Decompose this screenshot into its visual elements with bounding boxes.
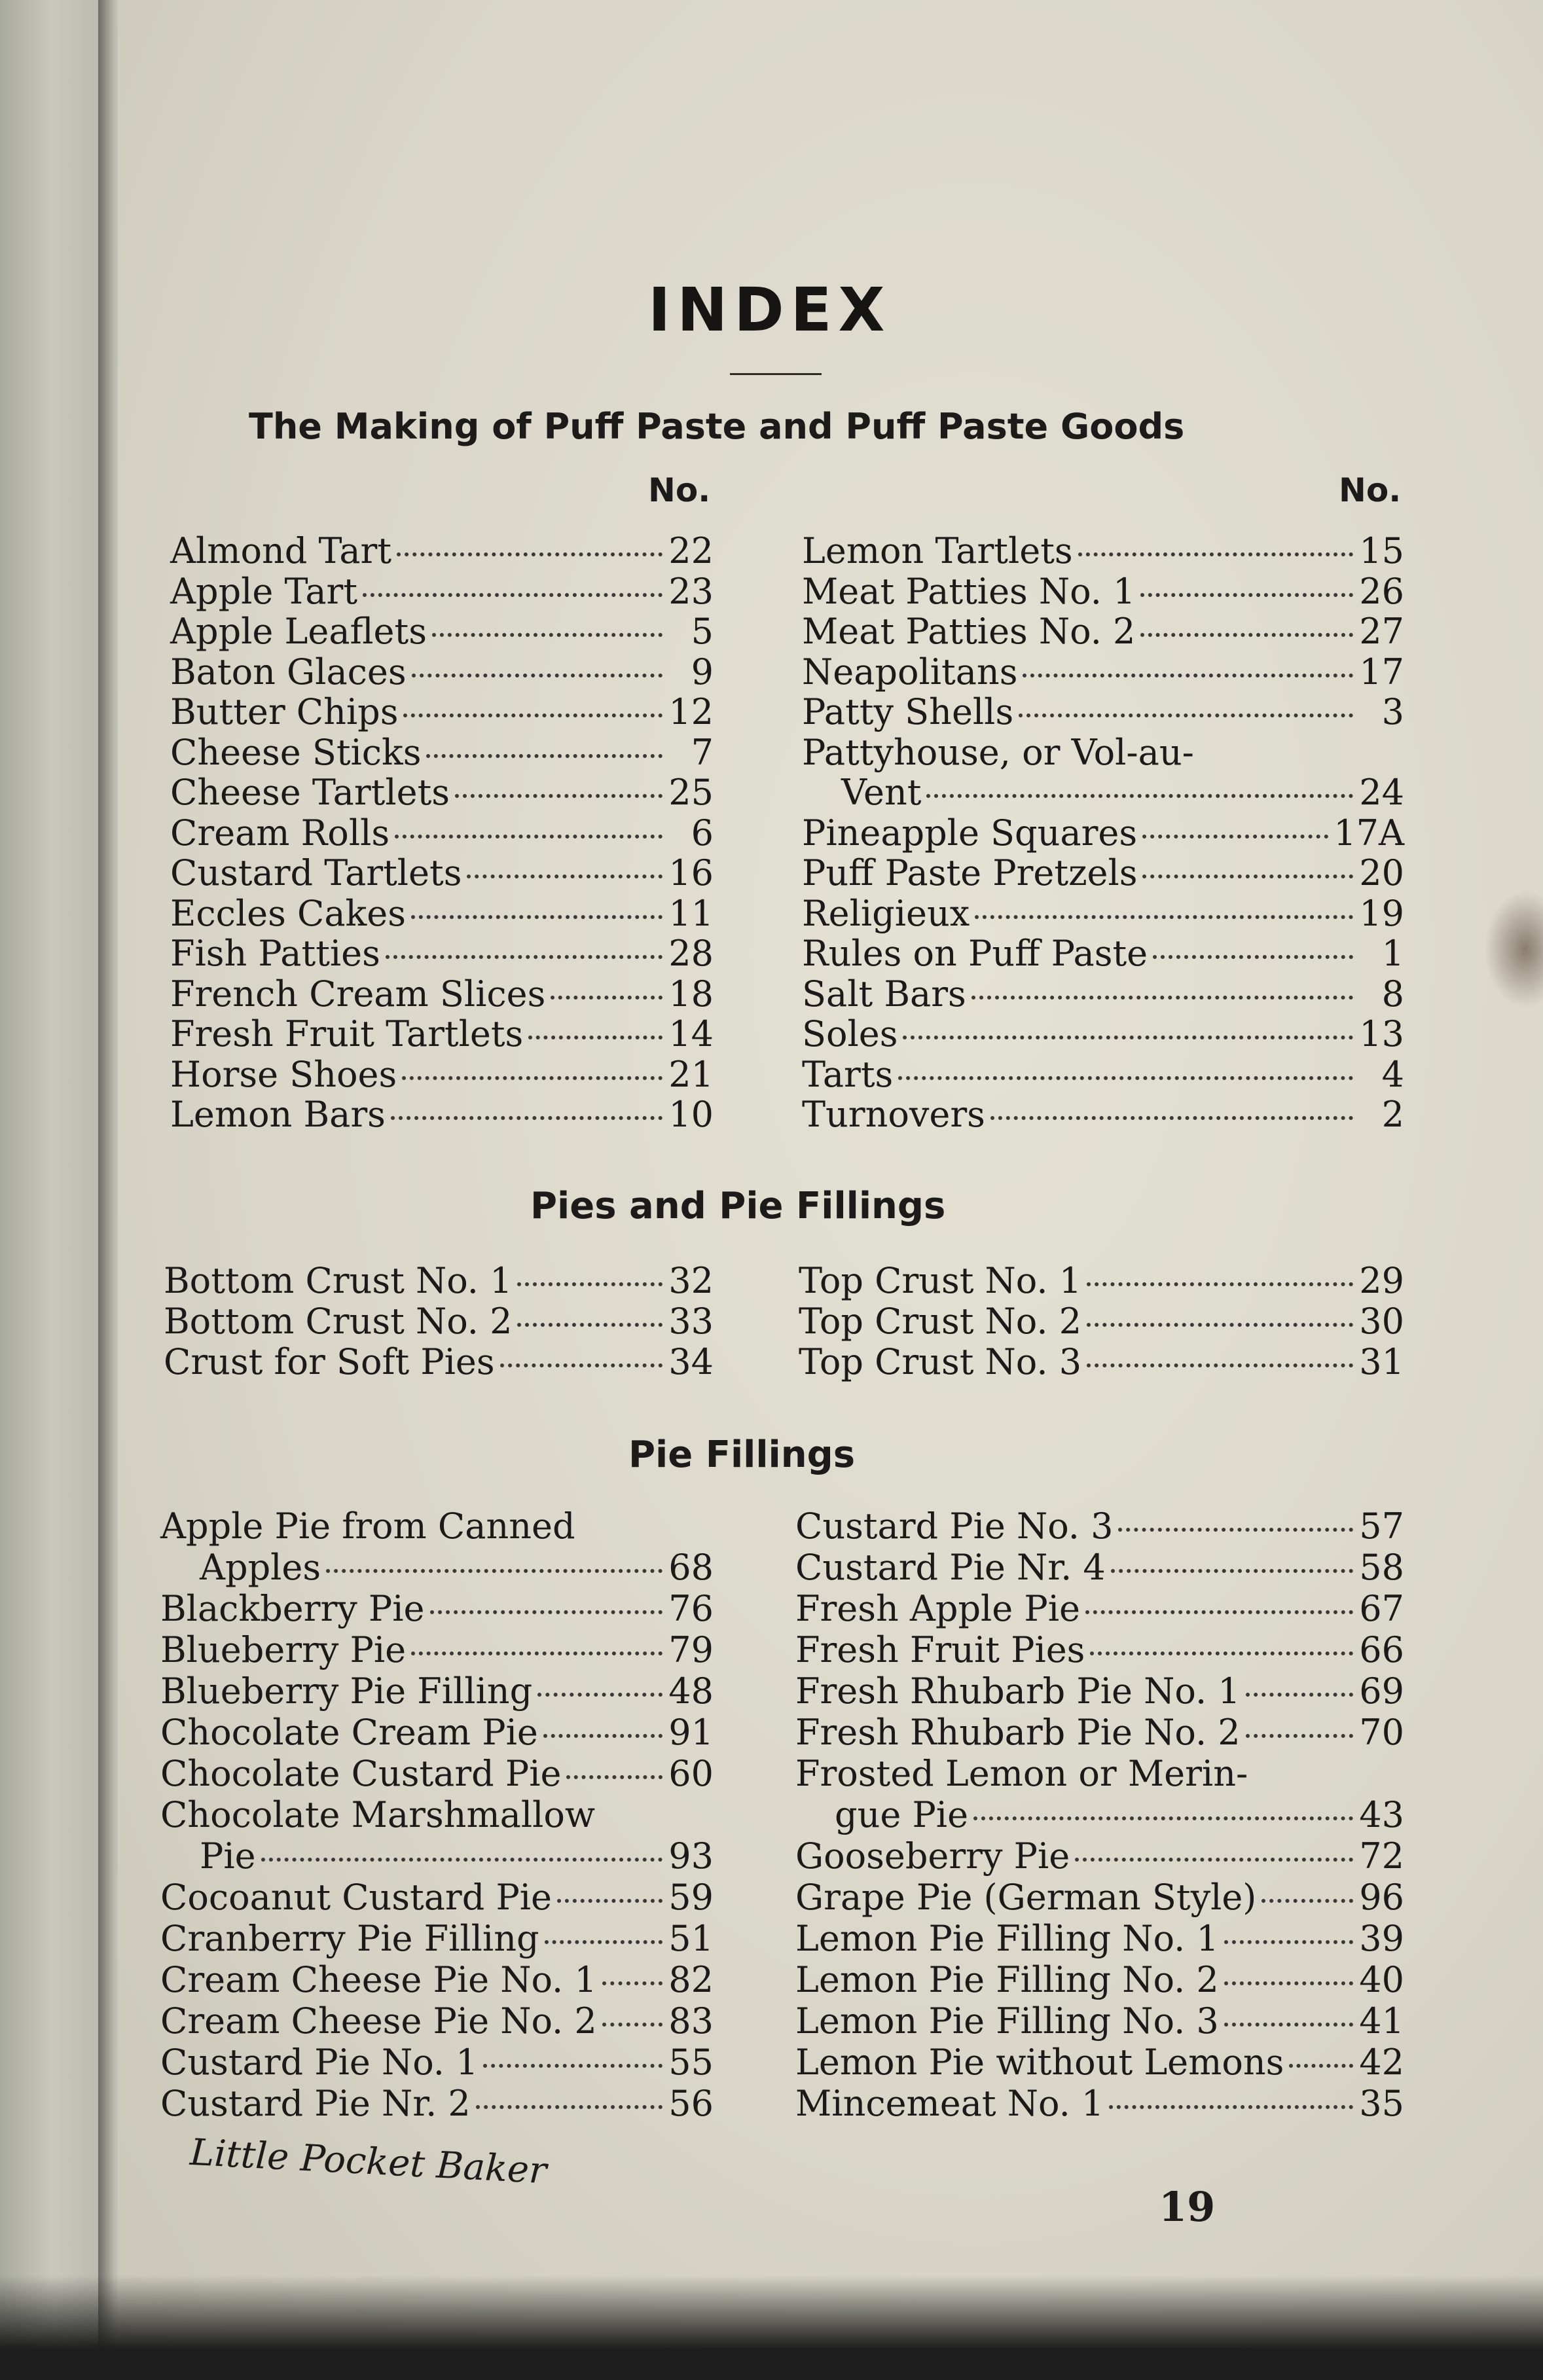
index-entry (795, 1712, 1404, 1752)
entry-name: Cheese Tartlets (170, 772, 450, 813)
leader-dots (545, 1940, 663, 1944)
index-entry (170, 530, 714, 571)
entry-number: 68 (668, 1547, 714, 1588)
page-stain (1484, 890, 1543, 1008)
entry-number: 76 (668, 1588, 714, 1629)
entry-name: Apple Leaflets (170, 611, 427, 652)
section-heading: Pies and Pie Fillings (530, 1185, 946, 1227)
entry-number: 17 (1359, 651, 1404, 693)
entry-number: 82 (668, 1959, 714, 2000)
entry-name: Pattyhouse, or Vol-au- (802, 731, 1194, 773)
entry-number: 93 (668, 1835, 714, 1877)
entry-name: Bottom Crust No. 1 (164, 1260, 513, 1301)
entry-number: 67 (1359, 1588, 1404, 1629)
entry-number: 33 (668, 1301, 714, 1342)
entry-name: Top Crust No. 2 (799, 1301, 1082, 1342)
page-title: INDEX (648, 275, 892, 345)
index-entry (160, 1588, 714, 1629)
entry-name: gue Pie (835, 1794, 969, 1835)
entry-number: 79 (668, 1629, 714, 1670)
leader-dots (432, 633, 663, 637)
leader-dots (363, 593, 663, 597)
number-column-label: No. (1339, 471, 1402, 509)
leader-dots (566, 1775, 663, 1779)
index-entry (170, 973, 714, 1014)
index-entry (160, 1712, 714, 1752)
leader-dots (412, 674, 663, 677)
entry-number: 1 (1381, 933, 1404, 974)
index-entry (795, 2083, 1404, 2123)
entry-number: 10 (668, 1094, 714, 1135)
leader-dots (386, 955, 663, 959)
entry-number: 40 (1359, 1959, 1404, 2000)
index-entry (799, 1260, 1404, 1301)
leader-dots (1224, 2023, 1353, 2027)
index-entry (802, 691, 1404, 732)
entry-number: 2 (1381, 1094, 1404, 1135)
page-number: 19 (1159, 2183, 1216, 2231)
entry-name: Religieux (802, 892, 970, 934)
entry-number: 29 (1359, 1260, 1404, 1301)
index-entry (835, 1794, 1404, 1835)
leader-dots (926, 794, 1353, 798)
entry-number: 12 (668, 691, 714, 732)
facing-page-edge (0, 0, 105, 2380)
leader-dots (391, 1116, 663, 1120)
leader-dots (1087, 1363, 1353, 1367)
index-entry (164, 1341, 714, 1382)
index-entry (802, 1013, 1404, 1054)
index-entry (795, 1547, 1404, 1587)
leader-dots (1140, 593, 1353, 597)
entry-name: Butter Chips (170, 691, 399, 732)
leader-dots (543, 1734, 663, 1738)
entry-number: 20 (1359, 852, 1404, 893)
index-entry (795, 1753, 1404, 1794)
entry-number: 69 (1359, 1670, 1404, 1712)
index-entry (802, 530, 1404, 571)
leader-dots (1224, 1940, 1353, 1944)
entry-number: 42 (1359, 2042, 1404, 2083)
entry-name: Apples (200, 1547, 321, 1588)
index-entry (802, 973, 1404, 1014)
index-entry (795, 1959, 1404, 2000)
entry-name: Fresh Apple Pie (795, 1588, 1080, 1629)
entry-name: Top Crust No. 1 (799, 1260, 1082, 1301)
entry-name: Cream Cheese Pie No. 1 (160, 1959, 597, 2000)
entry-name: Chocolate Cream Pie (160, 1712, 538, 1753)
leader-dots (261, 1858, 663, 1862)
entry-number: 35 (1359, 2083, 1404, 2124)
entry-number: 15 (1359, 530, 1404, 571)
entry-name: Cranberry Pie Filling (160, 1918, 539, 1959)
entry-number: 55 (668, 2042, 714, 2083)
leader-dots (326, 1569, 663, 1573)
entry-number: 5 (691, 611, 714, 652)
entry-name: Blueberry Pie (160, 1629, 407, 1670)
entry-name: Mincemeat No. 1 (795, 2083, 1104, 2124)
entry-name: Fresh Rhubarb Pie No. 2 (795, 1712, 1241, 1753)
entry-name: Chocolate Marshmallow (160, 1794, 596, 1835)
index-entry (802, 571, 1404, 611)
entry-name: Chocolate Custard Pie (160, 1753, 562, 1794)
entry-number: 59 (668, 1877, 714, 1918)
index-entry (160, 1506, 714, 1546)
title-rule (730, 373, 822, 375)
index-page (118, 0, 1543, 2380)
entry-number: 48 (668, 1670, 714, 1712)
entry-name: Meat Patties No. 1 (802, 570, 1136, 612)
entry-number: 19 (1359, 892, 1404, 934)
leader-dots (483, 2064, 663, 2068)
entry-number: 31 (1359, 1341, 1404, 1382)
leader-dots (403, 713, 663, 717)
entry-number: 26 (1359, 570, 1404, 612)
leader-dots (426, 754, 663, 758)
entry-number: 23 (668, 570, 714, 612)
entry-number: 24 (1359, 772, 1404, 813)
entry-name: Meat Patties No. 2 (802, 611, 1136, 652)
entry-number: 39 (1359, 1918, 1404, 1959)
leader-dots (455, 794, 663, 798)
leader-dots (537, 1693, 663, 1697)
leader-dots (898, 1076, 1353, 1080)
number-column-label: No. (648, 471, 711, 509)
section-heading: The Making of Puff Paste and Puff Paste Goods (249, 406, 1185, 447)
index-entry (170, 571, 714, 611)
entry-name: Turnovers (802, 1094, 985, 1135)
leader-dots (1087, 1282, 1353, 1286)
index-entry (795, 1670, 1404, 1711)
entry-name: Pie (200, 1835, 256, 1877)
index-entry (160, 1629, 714, 1670)
entry-number: 51 (668, 1918, 714, 1959)
leader-dots (500, 1363, 663, 1367)
entry-name: Blackberry Pie (160, 1588, 425, 1629)
index-entry (170, 812, 714, 853)
entry-number: 34 (668, 1341, 714, 1382)
index-entry (170, 691, 714, 732)
entry-number: 27 (1359, 611, 1404, 652)
entry-number: 22 (668, 530, 714, 571)
entry-number: 30 (1359, 1301, 1404, 1342)
index-entry (170, 933, 714, 973)
entry-number: 4 (1381, 1053, 1404, 1095)
index-entry (799, 1301, 1404, 1341)
leader-dots (1109, 2105, 1353, 2109)
index-entry (200, 1547, 714, 1587)
entry-number: 17A (1334, 812, 1404, 854)
index-entry (170, 651, 714, 692)
entry-number: 58 (1359, 1547, 1404, 1588)
entry-name: French Cream Slices (170, 973, 546, 1015)
index-entry (160, 2083, 714, 2123)
index-entry (160, 1794, 714, 1835)
leader-dots (397, 552, 663, 556)
leader-dots (557, 1899, 663, 1903)
leader-dots (971, 996, 1353, 1000)
entry-name: Crust for Soft Pies (164, 1341, 495, 1382)
entry-name: Fresh Rhubarb Pie No. 1 (795, 1670, 1241, 1712)
entry-name: Apple Pie from Canned (160, 1506, 575, 1547)
leader-dots (1023, 674, 1353, 677)
index-entry (170, 1094, 714, 1134)
entry-number: 56 (668, 2083, 714, 2124)
entry-name: Custard Pie No. 1 (160, 2042, 479, 2083)
entry-name: Custard Pie No. 3 (795, 1506, 1114, 1547)
index-entry (170, 611, 714, 651)
index-entry (795, 1506, 1404, 1546)
leader-dots (517, 1282, 663, 1286)
leader-dots (1289, 2064, 1353, 2068)
leader-dots (1078, 552, 1353, 556)
entry-name: Vent (841, 772, 922, 813)
entry-name: Pineapple Squares (802, 812, 1138, 854)
leader-dots (467, 874, 663, 878)
index-entry (200, 1835, 714, 1876)
entry-name: Tarts (802, 1053, 894, 1095)
index-entry (795, 1588, 1404, 1629)
leader-dots (517, 1323, 663, 1327)
index-entry (170, 852, 714, 893)
index-entry (802, 812, 1404, 853)
entry-number: 14 (668, 1013, 714, 1055)
leader-dots (1111, 1569, 1353, 1573)
entry-number: 3 (1381, 691, 1404, 732)
entry-number: 13 (1359, 1013, 1404, 1055)
leader-dots (1140, 633, 1353, 637)
entry-name: Lemon Pie Filling No. 3 (795, 2000, 1219, 2042)
book-title-footer: Little Pocket Baker (189, 2131, 548, 2193)
leader-dots (430, 1610, 663, 1614)
entry-number: 21 (668, 1053, 714, 1095)
index-entry (802, 852, 1404, 893)
entry-name: Bottom Crust No. 2 (164, 1301, 513, 1342)
index-entry (160, 1670, 714, 1711)
index-entry (802, 893, 1404, 933)
leader-dots (1090, 1651, 1353, 1655)
entry-number: 41 (1359, 2000, 1404, 2042)
entry-number: 9 (691, 651, 714, 693)
entry-name: Custard Pie Nr. 4 (795, 1547, 1106, 1588)
leader-dots (602, 2023, 663, 2027)
page-bottom-edge (0, 2275, 1543, 2380)
leader-dots (1075, 1858, 1353, 1862)
index-entry (795, 1835, 1404, 1876)
leader-dots (402, 1076, 663, 1080)
entry-name: Fish Patties (170, 933, 380, 974)
entry-number: 83 (668, 2000, 714, 2042)
index-entry (160, 1959, 714, 2000)
entry-name: Neapolitans (802, 651, 1018, 693)
leader-dots (602, 1981, 663, 1985)
index-entry (802, 611, 1404, 651)
entry-name: Gooseberry Pie (795, 1835, 1070, 1877)
index-entry (799, 1341, 1404, 1382)
leader-dots (1262, 1899, 1353, 1903)
entry-number: 60 (668, 1753, 714, 1794)
index-entry (802, 933, 1404, 973)
leader-dots (476, 2105, 663, 2109)
index-entry (170, 893, 714, 933)
entry-number: 6 (691, 812, 714, 854)
index-entry (795, 1877, 1404, 1917)
index-entry (795, 1629, 1404, 1670)
entry-name: Patty Shells (802, 691, 1014, 732)
entry-number: 66 (1359, 1629, 1404, 1670)
index-entry (164, 1301, 714, 1341)
leader-dots (975, 915, 1353, 919)
entry-number: 72 (1359, 1835, 1404, 1877)
entry-name: Cream Cheese Pie No. 2 (160, 2000, 597, 2042)
entry-name: Custard Pie Nr. 2 (160, 2083, 471, 2124)
entry-number: 96 (1359, 1877, 1404, 1918)
entry-name: Apple Tart (170, 570, 358, 612)
index-entry (841, 772, 1404, 812)
index-entry (170, 1054, 714, 1094)
index-entry (160, 2042, 714, 2082)
leader-dots (1153, 955, 1353, 959)
entry-number: 28 (668, 933, 714, 974)
leader-dots (1085, 1610, 1353, 1614)
leader-dots (1118, 1528, 1353, 1532)
leader-dots (551, 996, 663, 1000)
entry-name: Lemon Tartlets (802, 530, 1073, 571)
leader-dots (1087, 1323, 1353, 1327)
leader-dots (973, 1816, 1353, 1820)
leader-dots (411, 915, 663, 919)
index-entry (802, 1094, 1404, 1134)
entry-number: 11 (668, 892, 714, 934)
leader-dots (1246, 1693, 1353, 1697)
entry-name: Lemon Pie without Lemons (795, 2042, 1284, 2083)
entry-name: Almond Tart (170, 530, 392, 571)
leader-dots (903, 1036, 1353, 1039)
index-entry (802, 1054, 1404, 1094)
index-entry (170, 1013, 714, 1054)
index-entry (160, 1877, 714, 1917)
index-entry (795, 2000, 1404, 2041)
index-entry (802, 651, 1404, 692)
index-entry (795, 1918, 1404, 1958)
index-entry (170, 772, 714, 812)
index-entry (164, 1260, 714, 1301)
leader-dots (395, 835, 663, 838)
entry-number: 25 (668, 772, 714, 813)
entry-number: 16 (668, 852, 714, 893)
entry-number: 18 (668, 973, 714, 1015)
entry-name: Fresh Fruit Pies (795, 1629, 1085, 1670)
entry-name: Cocoanut Custard Pie (160, 1877, 553, 1918)
entry-number: 43 (1359, 1794, 1404, 1835)
entry-name: Frosted Lemon or Merin- (795, 1753, 1248, 1794)
entry-name: Lemon Bars (170, 1094, 386, 1135)
leader-dots (1019, 713, 1353, 717)
entry-name: Cheese Sticks (170, 731, 422, 773)
entry-name: Grape Pie (German Style) (795, 1877, 1257, 1918)
entry-number: 91 (668, 1712, 714, 1753)
entry-number: 32 (668, 1260, 714, 1301)
leader-dots (990, 1116, 1353, 1120)
entry-name: Salt Bars (802, 973, 966, 1015)
entry-name: Soles (802, 1013, 898, 1055)
entry-name: Top Crust No. 3 (799, 1341, 1082, 1382)
index-entry (802, 732, 1404, 772)
index-entry (160, 1753, 714, 1794)
leader-dots (1142, 835, 1328, 838)
leader-dots (1246, 1734, 1353, 1738)
entry-name: Lemon Pie Filling No. 2 (795, 1959, 1219, 2000)
entry-name: Custard Tartlets (170, 852, 462, 893)
entry-number: 70 (1359, 1712, 1404, 1753)
index-entry (160, 2000, 714, 2041)
entry-name: Blueberry Pie Filling (160, 1670, 533, 1712)
leader-dots (411, 1651, 663, 1655)
entry-number: 8 (1381, 973, 1404, 1015)
entry-name: Puff Paste Pretzels (802, 852, 1138, 893)
entry-name: Baton Glaces (170, 651, 407, 693)
index-entry (160, 1918, 714, 1958)
entry-name: Cream Rolls (170, 812, 390, 854)
leader-dots (1224, 1981, 1353, 1985)
entry-name: Fresh Fruit Tartlets (170, 1013, 524, 1055)
index-entry (170, 732, 714, 772)
entry-name: Eccles Cakes (170, 892, 406, 934)
entry-name: Rules on Puff Paste (802, 933, 1148, 974)
leader-dots (1142, 874, 1353, 878)
entry-number: 7 (691, 731, 714, 773)
entry-number: 57 (1359, 1506, 1404, 1547)
leader-dots (528, 1036, 663, 1039)
entry-name: Horse Shoes (170, 1053, 397, 1095)
section-heading: Pie Fillings (628, 1433, 856, 1476)
index-entry (795, 2042, 1404, 2082)
entry-name: Lemon Pie Filling No. 1 (795, 1918, 1219, 1959)
